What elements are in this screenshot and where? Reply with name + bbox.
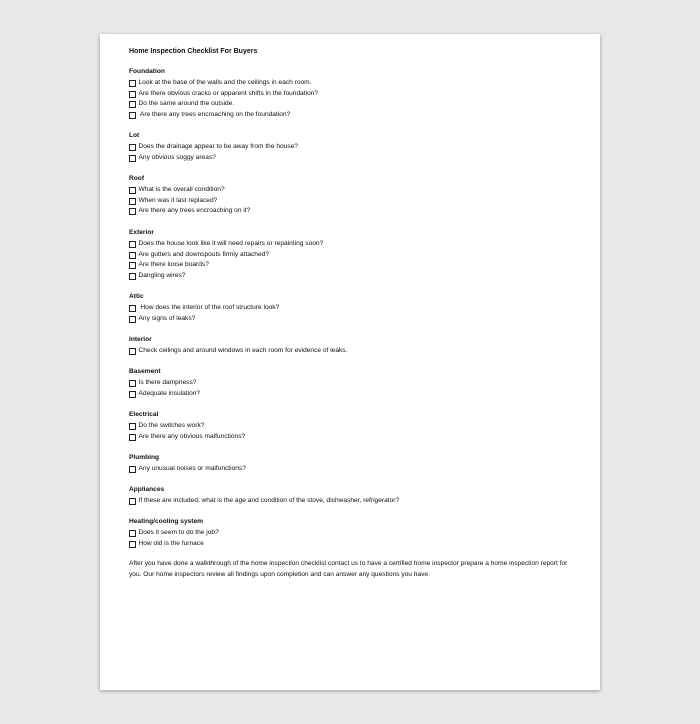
checklist-item [129,250,323,261]
checklist-item [129,89,318,100]
checklist-item [129,260,323,271]
checkbox[interactable] [129,305,136,312]
section-title: Plumbing [129,454,160,461]
item-label: Is there dampness? [138,379,197,386]
checkbox[interactable] [129,434,136,441]
checklist-item [129,110,318,121]
item-label: How old is the furnace [138,539,204,547]
checkbox[interactable] [129,155,136,162]
section-title: Lot [129,132,140,139]
checklist-item [129,346,347,357]
section-roof [129,174,250,217]
checkbox[interactable] [129,91,136,98]
checkbox[interactable] [129,380,136,387]
item-label: Are there loose boards? [138,261,209,269]
checklist-item [129,206,250,217]
item-label: Dangling wires? [138,272,186,280]
item-label: Are there any obvious malfunctions? [138,432,246,440]
item-label: Does it seem to do the job? [138,529,219,536]
checkbox[interactable] [129,541,136,548]
item-label: How does the interior of the roof structure look? [138,304,280,311]
checkbox[interactable] [129,80,136,87]
checkbox[interactable] [129,466,136,473]
checkbox[interactable] [129,187,136,194]
checkbox[interactable] [129,112,136,119]
checklist-item [129,239,323,250]
section-title: Exterior [129,229,154,236]
section-title: Attic [129,293,144,300]
checkbox[interactable] [129,208,136,215]
checklist-item [129,303,279,314]
section-title: Interior [129,336,152,343]
checklist-item [129,142,298,153]
footer-paragraph: After you have done a walkthrough of the home inspection checklist contact us to have a certified home inspector prepare a home inspection report for you. Our home inspectors review all findings upon completion and can answer any questions you have. [129,560,568,578]
checklist-item [129,196,250,207]
checkbox[interactable] [129,316,136,323]
item-label: Look at the base of the walls and the ceilings in each room. [138,79,312,86]
checkbox[interactable] [129,273,136,280]
item-label: Check ceilings and around windows in each room for evidence of leaks. [138,347,348,354]
item-label: Are there any trees encroaching on it? [138,207,251,215]
section-title: Basement [129,368,161,375]
checkbox[interactable] [129,241,136,248]
checkbox[interactable] [129,391,136,398]
section-foundation [129,67,318,121]
section-appliances [129,485,399,507]
item-label: Any signs of leaks? [138,314,196,322]
item-label: Does the house look like it will need repairs or repainting soon? [138,240,324,247]
section-title: Appliances [129,486,165,493]
section-plumbing [129,453,246,475]
document-page [100,34,600,690]
checklist-item [129,153,298,164]
item-label: If these are included, what is the age and condition of the stove, dishwasher, refrigerator? [138,497,400,504]
checkbox[interactable] [129,198,136,205]
section-lot [129,131,298,163]
item-label: Are there any trees encroaching on the foundation? [138,111,291,119]
checkbox[interactable] [129,348,136,355]
item-label: Do the same around the outside. [138,100,235,108]
checkbox[interactable] [129,144,136,151]
checklist-item [129,389,200,400]
checkbox[interactable] [129,101,136,108]
section-title: Foundation [129,68,165,75]
checklist-item [129,528,219,539]
checklist-item [129,432,245,443]
section-electrical [129,410,245,442]
checkbox[interactable] [129,498,136,505]
checklist-item [129,314,279,325]
item-label: When was it last replaced? [138,196,218,204]
checkbox[interactable] [129,262,136,269]
checklist-item [129,78,318,89]
item-label: Adequate insulation? [138,389,201,397]
item-label: Are gutters and downspouts firmly attached? [138,250,269,258]
checklist-item [129,378,200,389]
section-heating-cooling [129,517,219,549]
section-exterior [129,228,323,282]
checklist-item [129,185,250,196]
item-label: Are there obvious cracks or apparent shifts in the foundation? [138,89,319,97]
checklist-item [129,464,246,475]
section-title: Roof [129,175,145,182]
section-interior [129,335,347,357]
checklist-item [129,496,399,507]
item-label: Any obvious soggy areas? [138,153,216,161]
item-label: Do the switches work? [138,422,205,429]
checklist-item [129,539,219,550]
checklist-item [129,99,318,110]
item-label: Any unusual noises or malfunctions? [138,465,246,472]
item-label: What is the overall condition? [138,186,225,193]
checkbox[interactable] [129,252,136,259]
document-title: Home Inspection Checklist For Buyers [129,48,258,55]
checklist-item [129,271,323,282]
section-title: Electrical [129,411,159,418]
section-basement [129,367,200,399]
section-title: Heating/cooling system [129,518,204,525]
checklist-item [129,421,245,432]
section-attic [129,292,279,324]
checkbox[interactable] [129,530,136,537]
checkbox[interactable] [129,423,136,430]
item-label: Does the drainage appear to be away from the house? [138,143,298,150]
